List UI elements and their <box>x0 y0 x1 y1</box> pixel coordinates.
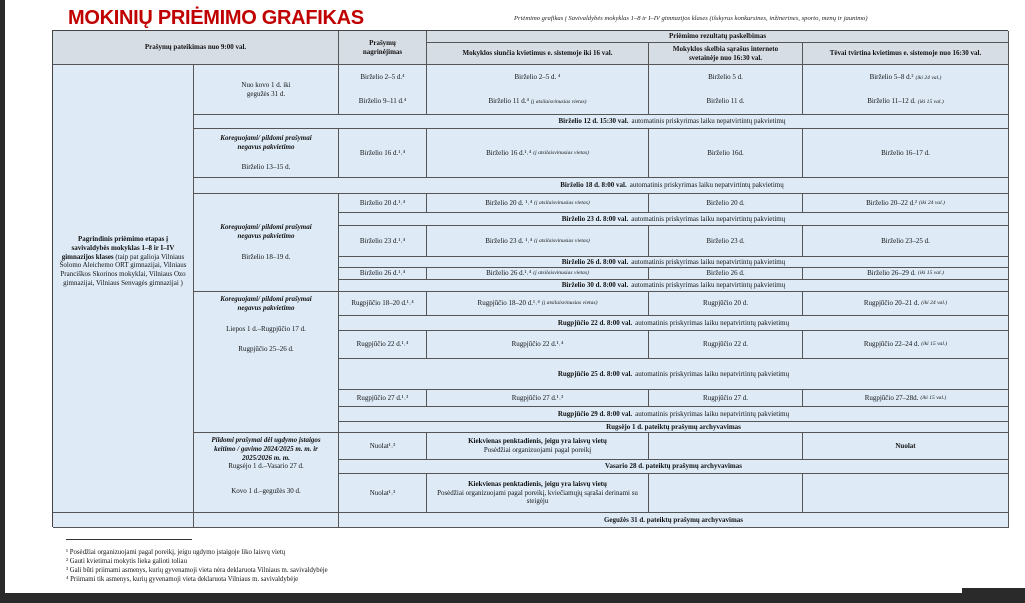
stage-label-bold: Pagrindinis priėmimo etapas į savivaldybės mokyklas 1–8 ir I–IV gimnazijos klases <box>61 235 175 261</box>
confirm-date: Birželio 11–12 d. (iki 15 val.) <box>867 97 944 106</box>
empty-cell <box>53 513 194 528</box>
page-subtitle: Priėmimo grafikas į Savivaldybės mokyklas 1–8 ir I–IV gimnazijos klases (išskyrus konkursines, inžinerines, sporto, menų ir jaunimo) <box>514 15 868 22</box>
archive-row: Gegužės 31 d. pateiktų prašymų archyvavimas <box>339 513 1009 528</box>
footnote-divider <box>66 539 192 540</box>
send-date: Birželio 11 d.⁴ (į atsilaisvinusias vietas) <box>488 97 587 106</box>
review-continuous: Nuolat¹˒³ <box>339 474 427 513</box>
auto-assign-row: Rugpjūčio 29 d. 8:00 val. automatinis priskyrimas laiku nepatvirtintų pakvietimų <box>339 407 1009 422</box>
publish-date: Rugpjūčio 22 d. <box>649 331 803 359</box>
window-edge <box>0 593 1025 603</box>
header-confirm: Tėvai tvirtina kvietimus e. sistemoje nuo 16:30 val. <box>803 43 1009 65</box>
send-date: Birželio 2–5 d. ⁴ <box>514 72 561 81</box>
confirm-date: Rugpjūčio 22–24 d. (iki 15 val.) <box>803 331 1009 359</box>
auto-assign-row: Birželio 23 d. 8:00 val. automatinis priskyrimas laiku nepatvirtintų pakvietimų <box>339 213 1009 226</box>
period-4: Koreguojami/ pildomi prašymai negavus pakvietimo Liepos 1 d.–Rugpjūčio 17 d. Rugpjūčio 25–26 d. <box>194 292 339 433</box>
period-2: Koreguojami/ pildomi prašymai negavus pakvietimo Birželio 13–15 d. <box>194 129 339 178</box>
confirm-cell <box>803 65 1009 115</box>
period-1: Nuo kovo 1 d. iki gegužės 31 d. <box>194 65 339 115</box>
send-date: Birželio 16 d.¹˒⁴ (į atsilaisvinusias vietas) <box>427 129 649 178</box>
confirm-empty <box>803 474 1009 513</box>
auto-assign-row: Birželio 12 d. 15:30 val. automatinis priskyrimas laiku nepatvirtintų pakvietimų <box>194 115 1009 129</box>
review-date: Birželio 9–11 d.⁴ <box>358 97 407 106</box>
publish-empty <box>649 474 803 513</box>
review-date: Birželio 16 d.¹˒⁴ <box>339 129 427 178</box>
archive-row: Rugsėjo 1 d. pateiktų prašymų archyvavimas <box>339 422 1009 433</box>
header-review: Prašymų nagrinėjimas <box>339 31 427 65</box>
header-results: Priėmimo rezultatų paskelbimas <box>427 31 1009 43</box>
review-date: Birželio 20 d.¹˒⁴ <box>339 194 427 213</box>
send-friday: Kiekvienas penktadienis, jeigu yra laisvų vietų Posėdžiai organizuojami pagal poreikį <box>427 433 649 460</box>
window-edge <box>962 588 1025 603</box>
footnote-4: ⁴ Priimami tik asmenys, kurių gyvenamoji vieta deklaruota Vilniaus m. savivaldybėje <box>66 576 299 583</box>
send-date: Rugpjūčio 27 d.¹˒³ <box>427 390 649 407</box>
send-date: Rugpjūčio 22 d.¹˒⁴ <box>427 331 649 359</box>
confirm-date: Birželio 23–25 d. <box>803 226 1009 257</box>
publish-date: Rugpjūčio 20 d. <box>649 292 803 316</box>
stage-label-schools: (taip pat galioja Vilniaus Šolomo Aleichemo ORT gimnazijai, Vilniaus Pranciškos Skorinos mokyklai, Vilniaus Ozo gimnazijai, Vilniaus Senvagės gimnazijai ) <box>59 252 187 287</box>
publish-date: Birželio 5 d. <box>708 72 743 81</box>
review-date: Rugpjūčio 18–20 d.¹˒⁴ <box>339 292 427 316</box>
send-date: Birželio 26 d.¹˒⁴ (į atsilaisvinusias vietas) <box>427 268 649 280</box>
header-send: Mokyklos siunčia kvietimus e. sistemoje iki 16 val. <box>427 43 649 65</box>
empty-cell <box>194 513 339 528</box>
footnote-2: ² Gauti kvietimai mokytis lieka galioti toliau <box>66 558 187 565</box>
publish-date: Birželio 20 d. <box>649 194 803 213</box>
review-date: Birželio 23 d.¹˒⁴ <box>339 226 427 257</box>
publish-empty <box>649 433 803 460</box>
confirm-date: Birželio 20–22 d.² (iki 24 val.) <box>803 194 1009 213</box>
auto-assign-row: Rugpjūčio 25 d. 8:00 val. automatinis priskyrimas laiku nepatvirtintų pakvietimų <box>339 359 1009 390</box>
confirm-date: Birželio 16–17 d. <box>803 129 1009 178</box>
footnote-1: ¹ Posėdžiai organizuojami pagal poreikį, jeigu ugdymo įstaigoje liko laisvų vietų <box>66 549 286 556</box>
archive-row: Vasario 28 d. pateiktų prašymų archyvavimas <box>339 460 1009 474</box>
window-edge <box>0 0 5 603</box>
header-submission: Prašymų pateikimas nuo 9:00 val. <box>53 31 339 65</box>
auto-assign-row: Birželio 30 d. 8:00 val. automatinis priskyrimas laiku nepatvirtintų pakvietimų <box>339 280 1009 292</box>
auto-assign-row: Birželio 18 d. 8:00 val. automatinis priskyrimas laiku nepatvirtintų pakvietimų <box>194 178 1009 194</box>
publish-date: Birželio 23 d. <box>649 226 803 257</box>
confirm-continuous: Nuolat <box>803 433 1009 460</box>
review-continuous: Nuolat¹˒³ <box>339 433 427 460</box>
send-date: Birželio 20 d. ¹˒⁴ (į atsilaisvinusias vietas) <box>427 194 649 213</box>
confirm-date: Birželio 26–29 d. (iki 15 val.) <box>803 268 1009 280</box>
send-date: Rugpjūčio 18–20 d.¹˒⁴ (į atsilaisvinusias vietas) <box>427 292 649 316</box>
confirm-date: Rugpjūčio 20–21 d. (iki 24 val.) <box>803 292 1009 316</box>
publish-date: Rugpjūčio 27 d. <box>649 390 803 407</box>
publish-date: Birželio 26 d. <box>649 268 803 280</box>
publish-date: Birželio 11 d. <box>706 97 745 106</box>
send-date: Birželio 23 d. ¹˒⁴ (į atsilaisvinusias vietas) <box>427 226 649 257</box>
period-3: Koreguojami/ pildomi prašymai negavus pakvietimo Birželio 18–19 d. <box>194 194 339 292</box>
footnote-3: ³ Gali būti priimami asmenys, kurių gyvenamoji vieta nėra deklaruota Vilniaus m. savivaldybėje <box>66 567 328 574</box>
send-cell <box>427 65 649 115</box>
period-5: Pildomi prašymai dėl ugdymo įstaigos keitimo / gavimo 2024/2025 m. m. ir 2025/2026 m. m. Rugsėjo 1 d.–Vasario 27 d. Kovo 1 d.–gegužės 30 d. <box>194 433 339 513</box>
review-date: Birželio 2–5 d.⁴ <box>360 72 405 81</box>
header-publish: Mokyklos skelbia sąrašus interneto svetainėje nuo 16:30 val. <box>649 43 803 65</box>
confirm-date: Birželio 5–8 d.² (iki 24 val.) <box>869 72 942 81</box>
review-cell <box>339 65 427 115</box>
review-date: Birželio 26 d.¹˒⁴ <box>339 268 427 280</box>
review-date: Rugpjūčio 22 d.¹˒⁴ <box>339 331 427 359</box>
send-friday: Kiekvienas penktadienis, jeigu yra laisvų vietų Posėdžiai organizuojami pagal poreikį, kviečiamųjų sąrašai derinami su steigėju <box>427 474 649 513</box>
auto-assign-row: Rugpjūčio 22 d. 8:00 val. automatinis priskyrimas laiku nepatvirtintų pakvietimų <box>339 316 1009 331</box>
page-title: MOKINIŲ PRIĖMIMO GRAFIKAS <box>68 7 364 29</box>
review-date: Rugpjūčio 27 d.¹˒³ <box>339 390 427 407</box>
confirm-date: Rugpjūčio 27–28d. (iki 15 val.) <box>803 390 1009 407</box>
publish-cell <box>649 65 803 115</box>
publish-date: Birželio 16d. <box>649 129 803 178</box>
schedule-table <box>52 30 1008 527</box>
auto-assign-row: Birželio 26 d. 8:00 val. automatinis priskyrimas laiku nepatvirtintų pakvietimų <box>339 257 1009 268</box>
stage-label <box>53 65 194 513</box>
